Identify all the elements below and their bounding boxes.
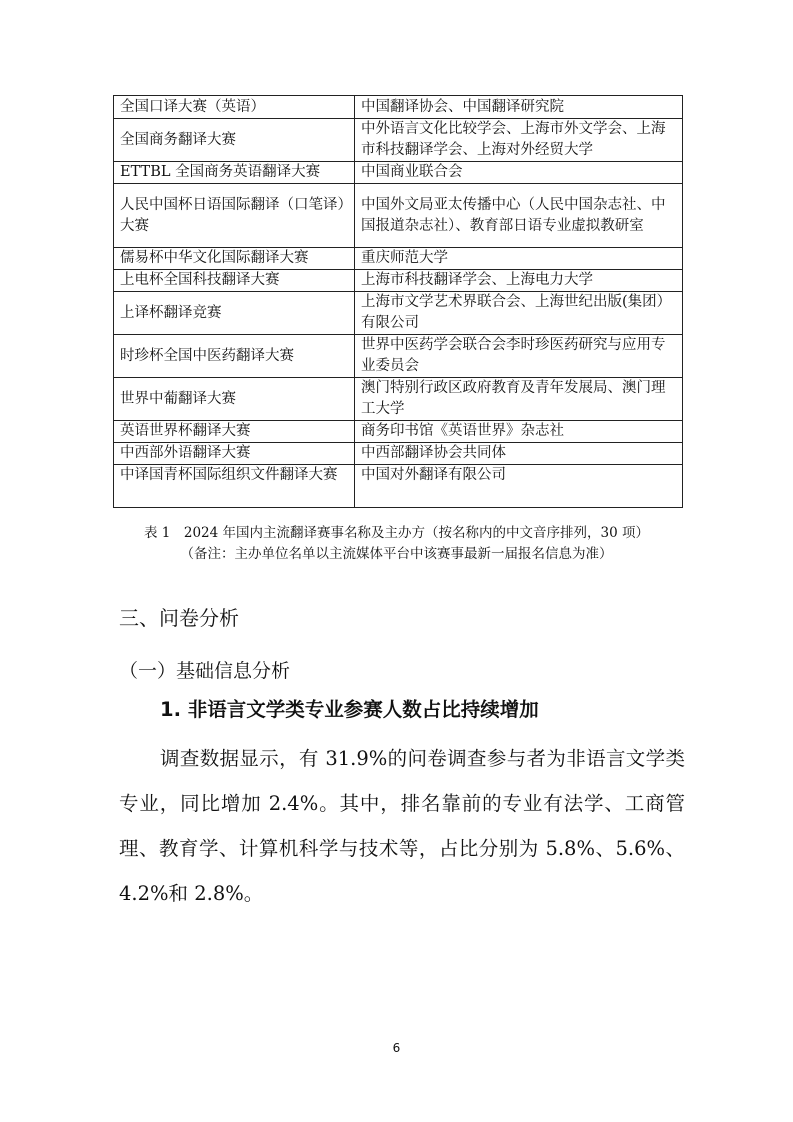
table-row (114, 335, 683, 378)
organizer-cell: 中国翻译协会、中国翻译研究院 (355, 96, 683, 119)
contest-name-cell: 世界中葡翻译大赛 (114, 378, 355, 421)
contest-name-cell: 中西部外语翻译大赛 (114, 443, 355, 465)
contest-name-cell: 上译杯翻译竞赛 (114, 292, 355, 335)
organizer-cell: 世界中医药学会联合会李时珍医药研究与应用专业委员会 (355, 335, 683, 378)
organizer-cell: 中外语言文化比较学会、上海市外文学会、上海市科技翻译学会、上海对外经贸大学 (355, 119, 683, 162)
page-number: 6 (392, 1041, 401, 1055)
table-row (114, 248, 683, 270)
contest-table (113, 95, 683, 508)
organizer-cell: 中国外文局亚太传播中心（人民中国杂志社、中国报道杂志社）、教育部日语专业虚拟教研室 (355, 184, 683, 248)
contest-name-cell: 英语世界杯翻译大赛 (114, 421, 355, 443)
organizer-cell: 重庆师范大学 (355, 248, 683, 270)
table-row (114, 96, 683, 119)
contest-name-cell: ETTBL 全国商务英语翻译大赛 (114, 162, 355, 184)
body-paragraph: 调查数据显示，有 31.9%的问卷调查参与者为非语言文学类专业，同比增加 2.4%。其中，排名靠前的专业有法学、工商管理、教育学、计算机科学与技术等，占比分别为 5.8%、5.6%、4.2%和 2.8%。 (119, 747, 685, 905)
contest-name-cell: 时珍杯全国中医药翻译大赛 (114, 335, 355, 378)
table-row (114, 119, 683, 162)
table-caption-note: （备注：主办单位名单以主流媒体平台中该赛事最新一届报名信息为准） (180, 546, 613, 562)
item-heading: 1. 非语言文学类专业参赛人数占比持续增加 (160, 698, 539, 721)
table-row (114, 184, 683, 248)
table-row (114, 292, 683, 335)
table-row (114, 162, 683, 184)
organizer-cell: 上海市文学艺术界联合会、上海世纪出版(集团）有限公司 (355, 292, 683, 335)
table-row (114, 421, 683, 443)
table-row (114, 378, 683, 421)
contest-name-cell: 全国商务翻译大赛 (114, 119, 355, 162)
contest-name-cell: 中译国青杯国际组织文件翻译大赛 (114, 465, 355, 508)
contest-name-cell: 人民中国杯日语国际翻译（口笔译）大赛 (114, 184, 355, 248)
organizer-cell: 中国商业联合会 (355, 162, 683, 184)
contest-name-cell: 上电杯全国科技翻译大赛 (114, 270, 355, 292)
organizer-cell: 澳门特别行政区政府教育及青年发展局、澳门理工大学 (355, 378, 683, 421)
organizer-cell: 商务印书馆《英语世界》杂志社 (355, 421, 683, 443)
organizer-cell: 中西部翻译协会共同体 (355, 443, 683, 465)
organizer-cell: 上海市科技翻译学会、上海电力大学 (355, 270, 683, 292)
table-caption: 表 1 2024 年国内主流翻译赛事名称及主办方（按名称内的中文音序排列，30 项） (144, 525, 649, 541)
contest-name-cell: 全国口译大赛（英语） (114, 96, 355, 119)
table-row (114, 465, 683, 508)
subsection-heading: （一）基础信息分析 (119, 660, 291, 682)
section-heading: 三、问卷分析 (119, 606, 239, 630)
table-row (114, 443, 683, 465)
contest-name-cell: 儒易杯中华文化国际翻译大赛 (114, 248, 355, 270)
table-row (114, 270, 683, 292)
organizer-cell: 中国对外翻译有限公司 (355, 465, 683, 508)
